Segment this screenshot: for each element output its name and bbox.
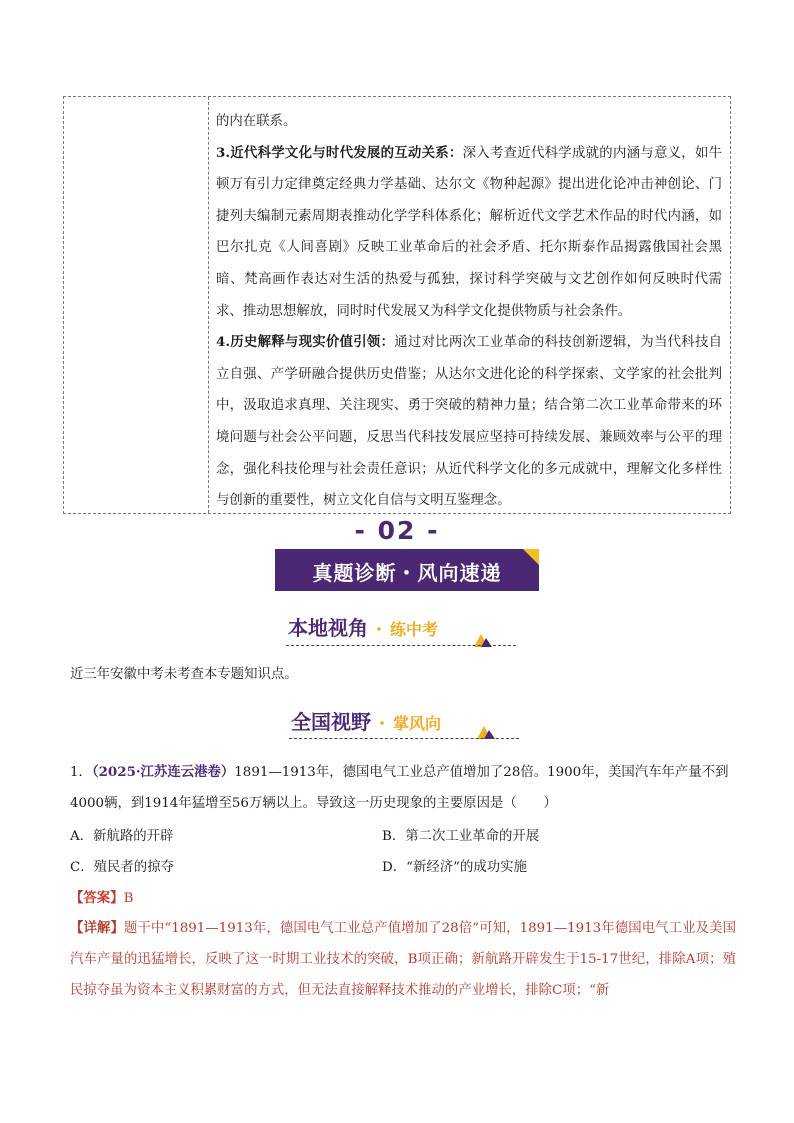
table-line-intro: 的内在联系。	[216, 114, 297, 129]
local-subtitle: 练中考	[390, 620, 439, 639]
option-a: A．新航路的开辟	[70, 829, 174, 844]
local-title: 本地视角	[288, 616, 368, 640]
detail-tag: 【详解】	[70, 920, 124, 936]
item4-text: 通过对比两次工业革命的科技创新逻辑，为当代科技自立自强、产学研融合提供历史借鉴；从达尔文进化论的科学探索、文学家的社会批判中，汲取追求真理、关注现实、勇于突破的精神力量；结合第二次工业革命带来的环境问题与社会公平问题，反思当代科技发展应坚持可持续发展、兼顾效率与公平的理念，强化科技伦理与社会责任意识；从近代科学文化的多元成就中，理解文化多样性与创新的重要性，树立文化自信与文明互鉴理念。	[216, 335, 722, 509]
option-c: C．殖民者的掠夺	[70, 860, 174, 875]
answer-detail	[70, 913, 736, 1006]
answer-value: B	[123, 891, 134, 906]
national-title: 全国视野	[291, 710, 371, 734]
table-item-3	[216, 138, 722, 328]
answer-line	[70, 887, 133, 906]
table-item-4	[216, 327, 722, 517]
option-b: B．第二次工业革命的开展	[382, 829, 540, 844]
local-subheading	[288, 612, 438, 641]
question-stem: 1891—1913年，德国电气工业总产值增加了28倍。1900年，美国汽车年产量不到4000辆，到1914年猛增至56万辆以上。导致这一历史现象的主要原因是（ ）	[70, 765, 729, 811]
item4-title: 4.历史解释与现实价值引领：	[216, 334, 395, 351]
answer-tag: 【答案】	[70, 890, 124, 906]
question-1	[70, 757, 730, 819]
option-d: D．“新经济”的成功实施	[382, 860, 527, 875]
national-underline	[289, 738, 519, 739]
national-dot: ・	[374, 714, 391, 733]
national-subheading	[291, 706, 441, 735]
section-number: - 02 -	[354, 516, 440, 545]
item3-text: 深入考查近代科学成就的内涵与意义，如牛顿万有引力定律奠定经典力学基础、达尔文《物种起源》提出进化论冲击神创论、门捷列夫编制元素周期表推动化学学科体系化；解析近代文学艺术作品的时代内涵，如巴尔扎克《人间喜剧》反映工业革命后的社会矛盾、托尔斯泰作品揭露俄国社会黑暗、梵高画作表达对生活的热爱与孤独，探讨科学突破与文艺创作如何反映时代需求、推动思想解放，同时时代发展又为科学文化提供物质与社会条件。	[216, 145, 723, 319]
table-content-cell	[216, 106, 722, 517]
table-column-divider	[208, 97, 209, 513]
item3-title: 3.近代科学文化与时代发展的互动关系：	[216, 144, 463, 161]
section-banner	[275, 549, 539, 591]
question-source: （2025·江苏连云港卷）	[91, 764, 235, 780]
local-dot: ・	[371, 620, 388, 639]
section-banner-title: 真题诊断・风向速递	[312, 561, 502, 585]
local-text: 近三年安徽中考未考查本专题知识点。	[70, 667, 298, 682]
national-subtitle: 掌风向	[393, 714, 442, 733]
local-underline	[286, 645, 516, 646]
detail-text: 题干中“1891—1913年，德国电气工业总产值增加了28倍”可知，1891—1913年德国电气工业及美国汽车产量的迅猛增长，反映了这一时期工业技术的突破，B项正确；新航路开辟发生于15-17世纪，排除A项；殖民掠夺虽为资本主义积累财富的方式，但无法直接解释技术推动的产业增长，排除C项；“新	[70, 921, 737, 998]
knowledge-table	[63, 96, 731, 514]
question-number: 1．	[70, 765, 92, 780]
